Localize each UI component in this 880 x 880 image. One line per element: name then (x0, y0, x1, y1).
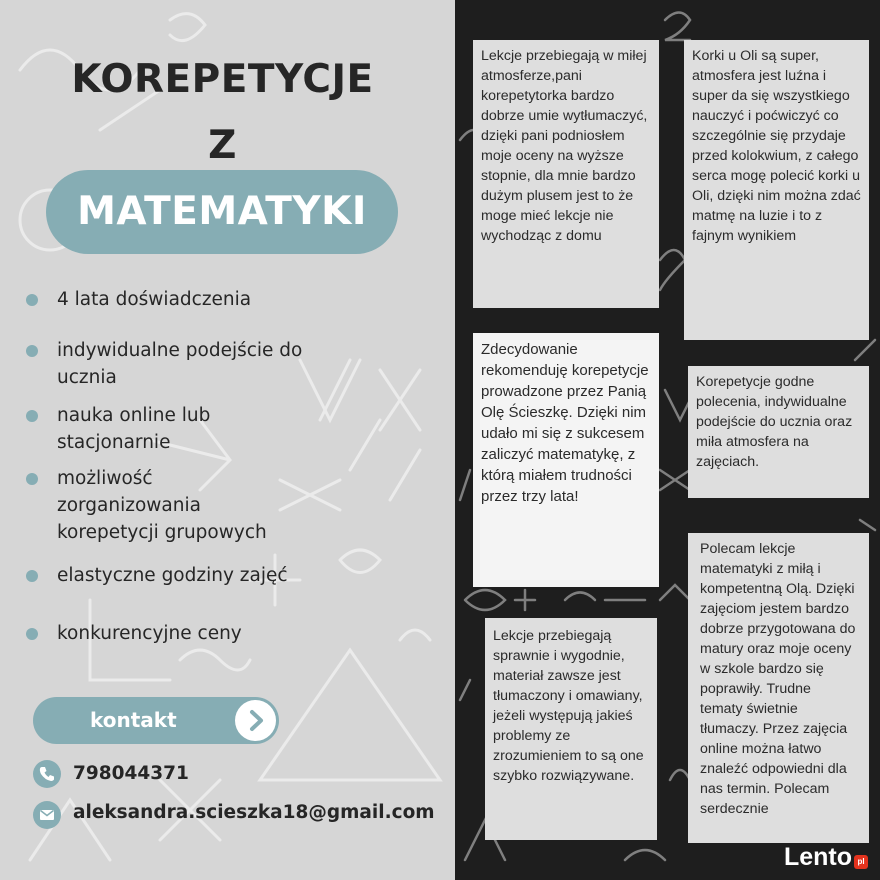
phone-icon (33, 760, 61, 788)
review-card: Lekcje przebiegają w miłej atmosferze,pani korepetytorka bardzo dobrze umie wytłumaczyć, dzięki pani podniosłem moje oceny na wyższe stopnie, dla mnie bardzo dużym plusem jest to że moge mieć lekcje nie wychodząc z domu (473, 40, 659, 308)
bullet-dot (26, 473, 38, 485)
headline-line1: KOREPETYCJE (71, 57, 374, 102)
lento-logo: Lento pl (784, 842, 868, 872)
headline-subject-pill: MATEMATYKI (46, 170, 398, 254)
chevron-right-icon (235, 700, 276, 741)
email-address[interactable]: aleksandra.scieszka18@gmail.com (73, 802, 435, 823)
contact-button-label: kontakt (90, 708, 177, 732)
review-card: Lekcje przebiegają sprawnie i wygodnie, materiał zawsze jest tłumaczony i omawiany, jeżeli występują jakieś problemy ze zrozumieniem to są one szybko rozwiązywane. (485, 618, 657, 840)
bullet-dot (26, 345, 38, 357)
headline-line2: Z (208, 123, 237, 168)
feature-item: konkurencyjne ceny (57, 620, 437, 647)
bullet-dot (26, 570, 38, 582)
bullet-dot (26, 294, 38, 306)
feature-item: elastyczne godziny zajęć (57, 562, 437, 589)
contact-button[interactable] (33, 697, 279, 744)
feature-item: 4 lata doświadczenia (57, 286, 437, 313)
review-card: Zdecydowanie rekomenduję korepetycje prowadzone przez Panią Olę Ścieszkę. Dzięki nim udało mi się z sukcesem zaliczyć matematykę, z którą miałem trudności przez trzy lata! (473, 333, 659, 587)
review-card: Polecam lekcje matematyki z miłą i kompetentną Olą. Dzięki zajęciom jestem bardzo dobrze przygotowana do matury oraz moje oceny w szkole bardzo się poprawiły. Trudne tematy świetnie tłumaczy. Przez zajęcia online można łatwo znaleźć odpowiedni dla nas termin. Polecam serdecznie (688, 533, 869, 843)
bullet-dot (26, 410, 38, 422)
phone-number[interactable]: 798044371 (73, 763, 189, 784)
reviews-panel (455, 0, 880, 880)
bullet-dot (26, 628, 38, 640)
feature-item: indywidualne podejście do ucznia (57, 337, 307, 391)
mail-icon (33, 801, 61, 829)
feature-item: nauka online lub stacjonarnie (57, 402, 257, 456)
review-card: Korepetycje godne polecenia, indywidualne podejście do ucznia oraz miła atmosfera na zajęciach. (688, 366, 869, 498)
feature-item: możliwość zorganizowania korepetycji grupowych (57, 465, 297, 546)
review-card: Korki u Oli są super, atmosfera jest luźna i super da się wszystkiego nauczyć i poćwiczyć co szczególnie się przydaje przed kolokwium, z całego serca mogę polecić korki u Oli, dzięki nim można zdać matmę na luzie i to z fajnym wynikiem (684, 40, 869, 340)
